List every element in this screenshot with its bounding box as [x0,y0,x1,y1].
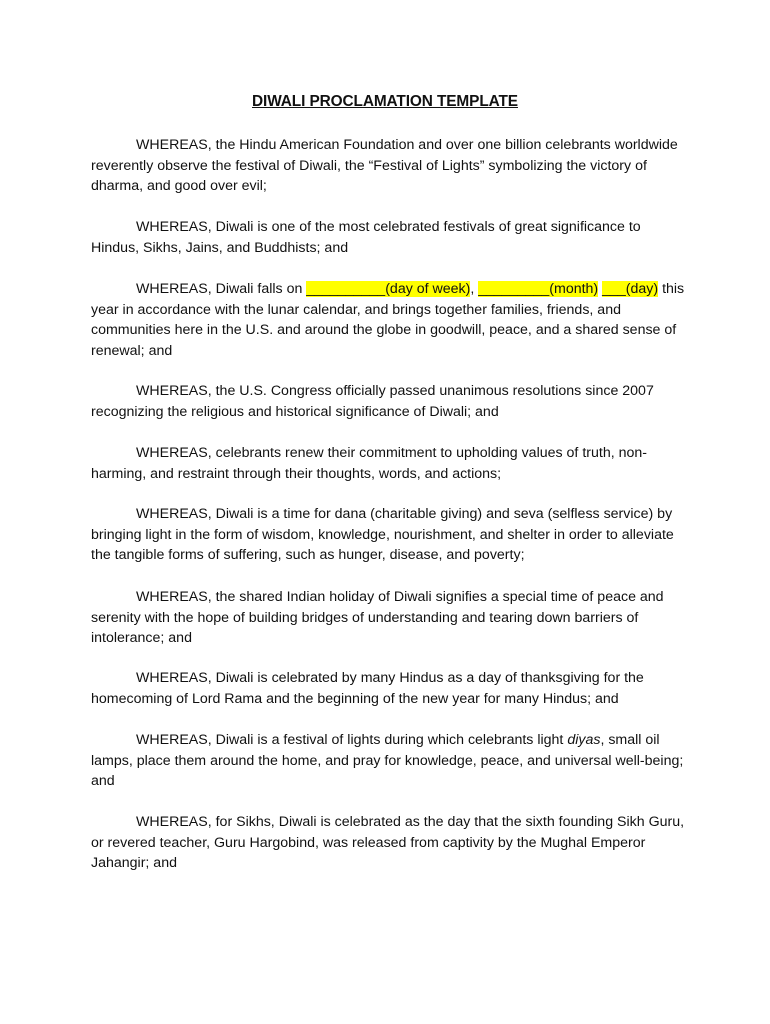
whereas-paragraph-4: WHEREAS, the U.S. Congress officially passed unanimous resolutions since 2007 recognizing the religious and historical significance of Diwali; and [91,383,654,420]
paragraph-3-intro: WHEREAS, Diwali falls on [136,281,307,297]
day-of-week-blank-text: __________(day of week) [306,281,471,297]
diyas-term: diyas [567,732,601,748]
whereas-paragraph-2: WHEREAS, Diwali is one of the most celebrated festivals of great significance to Hindus, Sikhs, Jains, and Buddhists; and [91,219,641,256]
whereas-paragraph-8: WHEREAS, Diwali is celebrated by many Hindus as a day of thanksgiving for the homecoming of Lord Rama and the beginning of the new year for many Hindus; and [91,670,644,707]
whereas-paragraph-1: WHEREAS, the Hindu American Foundation and over one billion celebrants worldwide reverently observe the festival of Diwali, the “Festival of Lights” symbolizing the victory of dharma, and good over evil; [91,137,678,194]
day-of-week-blank[interactable] [306,281,470,297]
day-blank[interactable] [602,281,658,297]
paragraph-3-separator-1: , [470,281,479,297]
document-title: DIWALI PROCLAMATION TEMPLATE [252,93,518,110]
month-blank-text: _________(month) [478,281,599,297]
month-blank[interactable] [478,281,598,297]
day-blank-text: ___(day) [602,281,659,297]
whereas-paragraph-3 [91,279,691,361]
paragraph-9-intro: WHEREAS, Diwali is a festival of lights during which celebrants light [136,732,568,748]
paragraph-3-body: this year in accordance with the lunar calendar, and brings together families, friends, and communities here in the U.S. and around the globe in goodwill, peace, and a shared sense of renewal; and [91,281,685,359]
whereas-paragraph-6: WHEREAS, Diwali is a time for dana (charitable giving) and seva (selfless service) by bringing light in the form of wisdom, knowledge, nourishment, and shelter in order to alleviate the tangible forms of suffering, such as hunger, disease, and poverty; [91,506,674,563]
whereas-paragraph-10: WHEREAS, for Sikhs, Diwali is celebrated as the day that the sixth founding Sikh Guru, or revered teacher, Guru Hargobind, was released from captivity by the Mughal Emperor Jahangir; and [91,814,685,871]
whereas-paragraph-5: WHEREAS, celebrants renew their commitment to upholding values of truth, non-harming, and restraint through their thoughts, words, and actions; [91,445,647,482]
whereas-paragraph-9 [91,730,691,792]
paragraph-9-body: , small oil lamps, place them around the home, and pray for knowledge, peace, and universal well-being; and [91,732,684,789]
whereas-paragraph-7: WHEREAS, the shared Indian holiday of Diwali signifies a special time of peace and serenity with the hope of building bridges of understanding and tearing down barriers of intolerance; and [91,589,664,646]
